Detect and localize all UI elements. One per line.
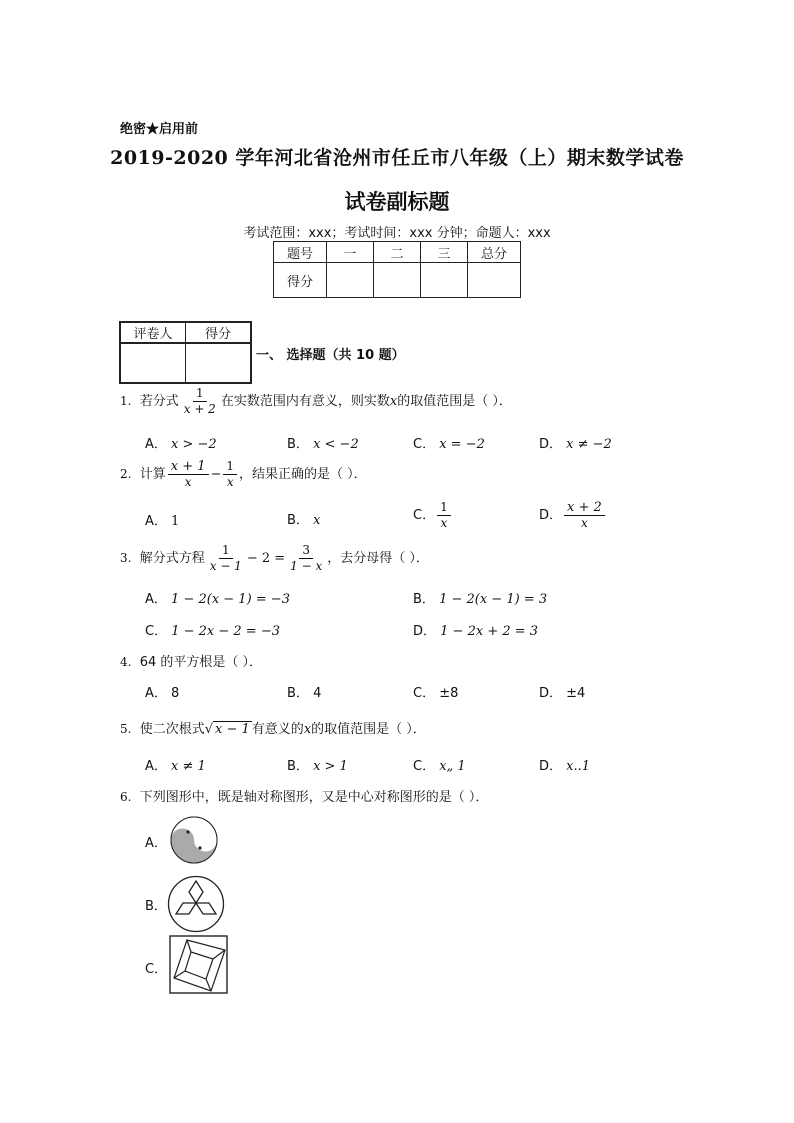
- question-number: 5.: [120, 722, 132, 736]
- question-text: 有意义的: [251, 722, 304, 737]
- question-text: 使二次根式: [139, 722, 205, 737]
- exam-title: 2019-2020 学年河北省沧州市任丘市八年级（上）期末数学试卷: [110, 147, 684, 169]
- fraction: $\frac{1}{x}$: [437, 500, 451, 531]
- question-text: 下列图形中，既是轴对称图形，又是中心对称图形的是（ ）．: [139, 790, 489, 805]
- fraction: $\frac{x + 1}{x}$: [168, 459, 209, 490]
- score-cell[interactable]: [327, 263, 374, 298]
- question-text: 的取值范围是（ ）．: [397, 394, 512, 409]
- question-number: 2.: [120, 467, 132, 481]
- grader-table: [119, 321, 252, 384]
- question-text: 若分式: [139, 394, 179, 409]
- option-b[interactable]: B． x > 1: [287, 759, 348, 774]
- option-d[interactable]: D． x..1: [539, 759, 591, 774]
- option-c[interactable]: C．: [145, 962, 168, 977]
- option-d[interactable]: D． ±4: [539, 686, 586, 701]
- question-3: 3. 解分式方程 $\frac{1}{x - 1}$ − 2 = $\frac{3}{1 - x}$ ，去分母得（ ）．: [120, 543, 429, 573]
- question-6: [120, 786, 488, 805]
- score-table: [273, 241, 521, 298]
- score-row-label: 得分: [274, 263, 327, 298]
- question-text: 计算: [139, 467, 166, 482]
- score-header: 三: [421, 242, 468, 263]
- option-a[interactable]: A．: [145, 836, 167, 851]
- fraction: $\frac{1}{x + 2}$: [183, 386, 216, 416]
- square-pinwheel-figure: [169, 935, 229, 995]
- option-a[interactable]: A． 8: [145, 686, 180, 701]
- grader-cell[interactable]: [120, 343, 186, 383]
- question-text: 解分式方程: [139, 551, 205, 566]
- score-header: 二: [374, 242, 421, 263]
- option-c[interactable]: C． 1 − 2x − 2 = −3: [145, 624, 280, 639]
- question-2: 2. 计算 $\frac{x + 1}{x}$ − $\frac{1}{x}$ ，结果正确的是（ ）．: [120, 459, 367, 489]
- option-d[interactable]: D． x ≠ −2: [539, 437, 612, 452]
- question-number: 6.: [120, 790, 132, 804]
- option-a[interactable]: A． 1 − 2(x − 1) = −3: [145, 592, 290, 607]
- question-1: [120, 386, 512, 417]
- option-d[interactable]: D． $\frac{x + 2}{x}$: [539, 500, 607, 531]
- sqrt-expression: √ x − 1: [204, 722, 250, 737]
- fraction: $\frac{1}{x}$: [223, 459, 237, 490]
- question-5: 5. 使二次根式√ x − 1 有意义的x的取值范围是（ ）．: [120, 722, 426, 737]
- question-text: 在实数范围内有意义，则实数: [220, 394, 390, 409]
- yin-yang-figure: [169, 815, 219, 865]
- option-a[interactable]: A． x > −2: [145, 437, 217, 452]
- score-header: 一: [327, 242, 374, 263]
- option-c[interactable]: C． x„ 1: [413, 759, 466, 774]
- option-b[interactable]: B．: [145, 899, 167, 914]
- option-c[interactable]: C． ±8: [413, 686, 459, 701]
- grader-cell[interactable]: [186, 343, 252, 383]
- math-var: x: [389, 394, 398, 409]
- option-a[interactable]: A． 1: [145, 514, 180, 529]
- score-cell[interactable]: [374, 263, 421, 298]
- exam-subtitle: 试卷副标题: [344, 189, 450, 214]
- option-c[interactable]: C． x = −2: [413, 437, 485, 452]
- question-number: 3.: [120, 551, 132, 565]
- score-cell[interactable]: [421, 263, 468, 298]
- question-text: 的取值范围是（ ）．: [311, 722, 426, 737]
- three-rhombus-logo-figure: [167, 875, 225, 933]
- option-b[interactable]: B． x < −2: [287, 437, 359, 452]
- question-number: 1.: [120, 394, 132, 408]
- grader-header: 得分: [186, 322, 252, 343]
- section-title: 一、 选择题（共 10 题）: [256, 348, 405, 363]
- question-number: 4.: [120, 655, 132, 669]
- secret-label: 绝密★启用前: [120, 122, 199, 137]
- fraction: $\frac{3}{1 - x}$: [290, 543, 323, 573]
- score-cell[interactable]: [468, 263, 521, 298]
- score-header: 题号: [274, 242, 327, 263]
- question-text: ，结果正确的是（ ）．: [239, 467, 367, 482]
- fraction: $\frac{x + 2}{x}$: [564, 500, 605, 531]
- option-d[interactable]: D． 1 − 2x + 2 = 3: [413, 624, 539, 639]
- grader-header: 评卷人: [120, 322, 186, 343]
- option-a[interactable]: A． x ≠ 1: [145, 759, 206, 774]
- option-b[interactable]: B． 4: [287, 686, 322, 701]
- question-4: [120, 651, 262, 670]
- fraction: $\frac{1}{x - 1}$: [209, 543, 242, 573]
- option-b[interactable]: B． x: [287, 513, 321, 528]
- question-text: ，去分母得（ ）．: [327, 551, 429, 566]
- option-c[interactable]: C． $\frac{1}{x}$: [413, 500, 453, 531]
- exam-info: 考试范围：xxx；考试时间：xxx 分钟；命题人：xxx: [243, 226, 551, 241]
- question-text: 64 的平方根是（ ）．: [139, 655, 263, 670]
- score-header: 总分: [468, 242, 521, 263]
- option-b[interactable]: B． 1 − 2(x − 1) = 3: [413, 592, 548, 607]
